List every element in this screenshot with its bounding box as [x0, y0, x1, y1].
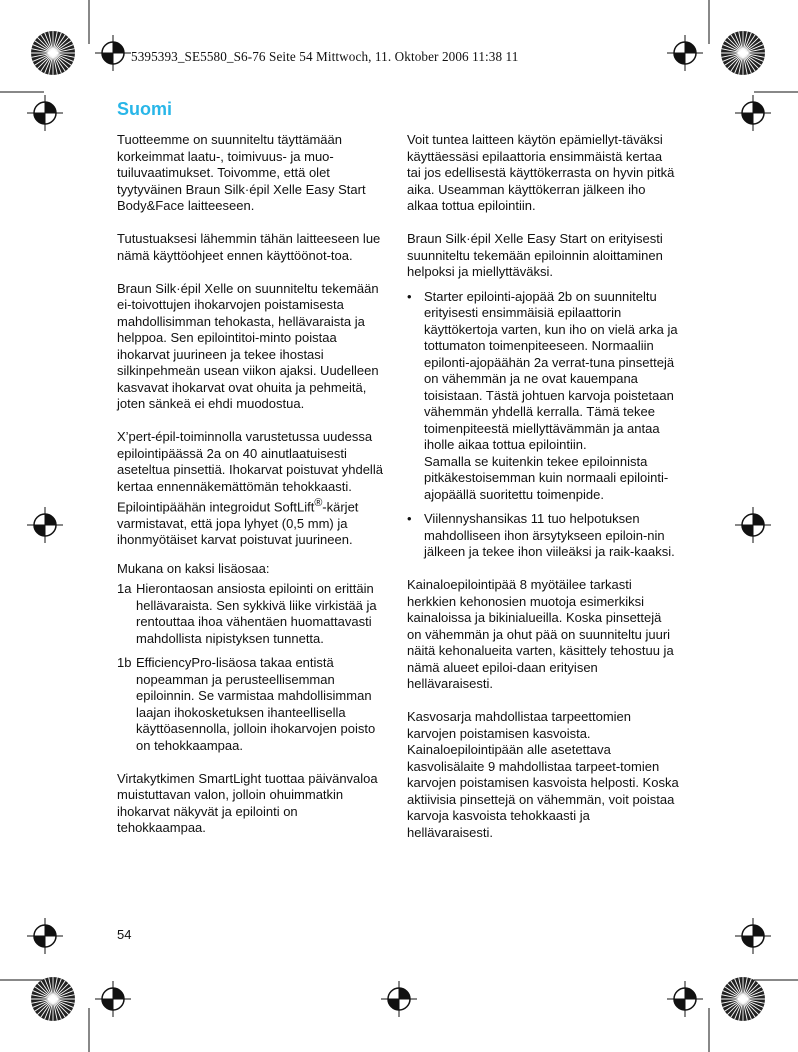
list-item: 1a Hierontaosan ansiosta epilointi on erittäin hellävaraista. Sen sykkivä liike virkistää ja rentouttaa ihoa vähentäen huomattavasti mahdollista nipistyksen tunnetta.	[117, 581, 377, 646]
paragraph: Mukana on kaksi lisäosaa:	[117, 560, 270, 576]
component-ref: 2a	[206, 445, 222, 461]
paragraph: Braun Silk·épil Xelle Easy Start on erityisesti suunniteltu tekemään epiloinnin aloittaminen helpoksi ja miellyttäväksi.	[407, 231, 663, 279]
bullet-item: • Viilennyshansikas 11 tuo helpotuksen mahdolliseen ihon ärsytykseen epiloin-nin jälkeen ja tekee ihon viileäksi ja raik-kaaksi.	[407, 511, 675, 559]
component-ref: 2b	[557, 288, 573, 304]
component-ref: 2a	[533, 354, 549, 370]
registration-mark	[735, 95, 771, 131]
registration-mark	[381, 981, 417, 1017]
registration-mark	[735, 918, 771, 954]
component-ref: 9	[487, 758, 496, 774]
paragraph: Voit tuntea laitteen käytön epämiellyt-täväksi käyttäessäsi epilaattoria ensimmäistä kertaa tai jos edellisestä käyttökerrasta on hyvin pitkä aika. Useamman käyttökerran jälkeen iho alkaa tottua epilointiin.	[407, 132, 675, 213]
bullet-item: • Starter epilointi-ajopää 2b on suunniteltu erityisesti ensimmäisiä epilaattorin käyttökertoja varten, kun iho on vielä arka ja tottumaton toimenpiteeseen. Normaaliin epilonti-ajopäähän 2a verrat-tuna pinsettejä on vähemmän ja ne ovat kauempana toisistaan. Tästä johtuen karvoja poistetaan vähemmän yhdellä kerralla. Tämä tekee toimenpiteestä miellyttävämmän ja antaa iholle aikaa tottua epilointiin. Samalla se kuitenkin tekee epiloinnista pitkäkestoisemman kuin normaali epilointi-ajopäällä suoritettu toimenpide.	[407, 288, 678, 502]
registered-mark: ®	[314, 497, 323, 509]
left-column	[117, 132, 389, 853]
color-target-bottom-right	[721, 977, 765, 1021]
paragraph: Kasvosarja mahdollistaa tarpeettomien karvojen poistamisen kasvoista. Kainaloepilointipään alle asetettava kasvolisälaite 9 mahdollistaa tarpeet-tomien karvojen poistamisen kasvoista helposti. Koska aktiivisia pinsettejä on vähemmän, voit poistaa karvoja kasvoista tehokkaasti ja hellävaraisesti.	[407, 709, 679, 840]
registration-mark	[27, 95, 63, 131]
right-column	[407, 132, 679, 858]
page-number: 54	[117, 927, 132, 942]
list-item: 1b EfficiencyPro-lisäosa takaa entistä nopeamman ja perusteellisemman epiloinnin. Se varmistaa mahdollisimman laajan ihokosketuksen ihanteellisella käyttöasennolla, jolloin ihokarvojen poisto on tehokkaampaa.	[117, 655, 376, 753]
paragraph: Braun Silk·épil Xelle on suunniteltu tekemään ei-toivottujen ihokarvojen poistamisesta mahdollisimman tehokasta, hellävaraista ja helppoa. Sen epilointitoi-minto poistaa ihokarvat juurineen ja tekee ihostasi silkinpehmeän usean viikon ajaksi. Uudelleen kasvavat ihokarvat ovat ohuita ja pehmeitä, joten sänkeä ei ehdi muodostua.	[117, 280, 379, 411]
color-target-top-right	[721, 31, 765, 75]
registration-mark	[667, 35, 703, 71]
paragraph: Kainaloepilointipää 8 myötäilee tarkasti herkkien kehonosien muotoja esimerkiksi kainaloissa ja bikinialueilla. Koska pinsettejä on vähemmän ja ohut pää on suunniteltu juuri näitä kehonalueita varten, käsittely tehostuu ja nämä alueet epiloi-daan erityisen hellävaraisesti.	[407, 577, 674, 691]
paragraph: Tuotteemme on suunniteltu täyttämään korkeimmat laatu-, toimivuus- ja muo-tuiluvaatimukset. Toivomme, että olet tyytyväinen Braun Silk·épil Xelle Easy Start Body&Face laitteeseen.	[117, 132, 366, 213]
item-marker: 1b	[117, 655, 132, 671]
registration-mark	[27, 507, 63, 543]
bullet-icon: •	[407, 288, 412, 304]
component-ref: 8	[519, 577, 527, 592]
registration-mark	[95, 35, 131, 71]
print-header: 5395393_SE5580_S6-76 Seite 54 Mittwoch, 11. Oktober 2006 11:38 11	[131, 49, 519, 64]
registration-mark	[667, 981, 703, 1017]
registration-mark	[27, 918, 63, 954]
component-ref: 11	[530, 511, 545, 526]
paragraph: Tutustuaksesi lähemmin tähän laitteeseen lue nämä käyttöohjeet ennen käyttöönot-toa.	[117, 231, 381, 263]
paragraph: X’pert-épil-toiminnolla varustetussa uudessa epilointipäässä 2a on 40 ainutlaatuisesti aseteltua pinsettiä. Ihokarvat poistuvat yhdellä kertaa ennennäkemättömän tehokkaasti. Epilointipäähän integroidut SoftLift®-kärjet varmistavat, että jopa lyhyet (0,5 mm) ja ihonmyötäiset karvat poistuvat juurineen.	[117, 429, 383, 548]
color-target-bottom-left	[31, 977, 75, 1021]
section-title: Suomi	[117, 99, 173, 119]
color-target-top-left	[31, 31, 75, 75]
bullet-icon: •	[407, 511, 412, 526]
item-marker: 1a	[117, 581, 132, 597]
registration-mark	[95, 981, 131, 1017]
registration-mark	[735, 507, 771, 543]
paragraph: Virtakytkimen SmartLight tuottaa päivänvaloa muistuttavan valon, jolloin ohuimmatkin ihokarvat näkyvät ja epilointi on tehokkaampaa.	[117, 770, 378, 836]
